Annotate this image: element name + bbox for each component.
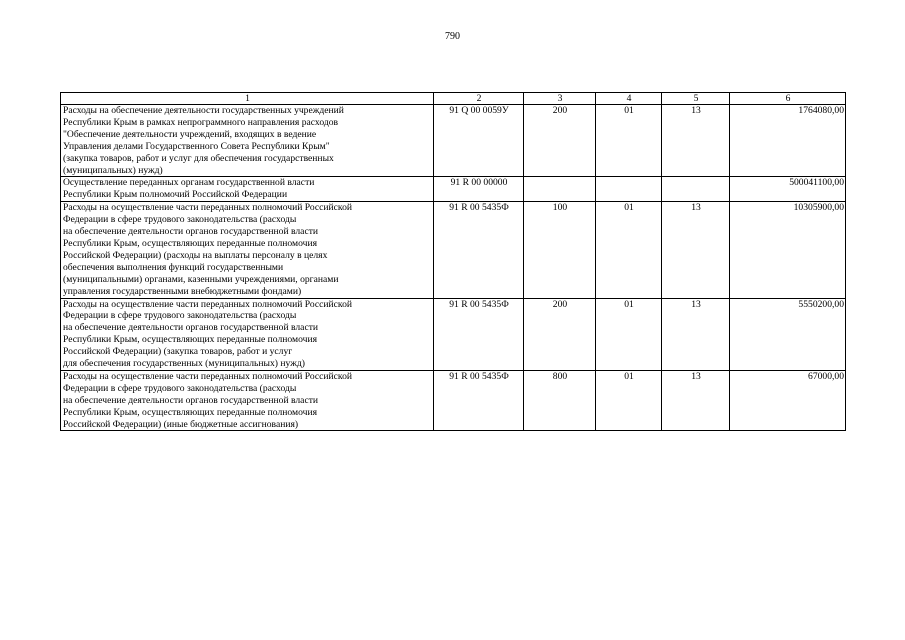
amount-cell: 5550200,00 xyxy=(730,298,846,370)
table-row xyxy=(61,177,846,202)
subsection-cell xyxy=(662,177,730,202)
expense-name-line: "Обеспечение деятельности учреждений, входящих в ведение xyxy=(63,128,317,140)
table-row xyxy=(61,202,846,298)
section-cell: 01 xyxy=(596,298,662,370)
expense-name-line: Осуществление переданных органам государственной власти xyxy=(63,177,315,189)
section-cell xyxy=(596,177,662,202)
expense-name-line: Расходы на обеспечение деятельности государственных учреждений xyxy=(63,105,344,116)
expense-name-line: для обеспечения государственных (муниципальных) нужд) xyxy=(63,358,305,370)
expense-name-cell xyxy=(61,177,434,202)
expense-name-line: Расходы на осуществление части переданных полномочий Российской xyxy=(63,298,353,310)
subsection-cell: 13 xyxy=(662,298,730,370)
expense-name-line: Российской Федерации) (иные бюджетные ассигнования) xyxy=(63,418,299,430)
expense-name-line: (закупка товаров, работ и услуг для обеспечения государственных xyxy=(63,152,334,164)
amount-cell: 500041100,00 xyxy=(730,177,846,202)
expense-type-cell: 100 xyxy=(524,202,596,298)
table-body xyxy=(61,105,846,431)
expense-name-line: на обеспечение деятельности органов государственной власти xyxy=(63,226,319,238)
target-code-cell: 91 R 00 5435Ф xyxy=(434,202,524,298)
header-col-2: 2 xyxy=(434,93,524,105)
expense-name-line: Федерации в сфере трудового законодательства (расходы xyxy=(63,214,297,226)
expense-name-line: на обеспечение деятельности органов государственной власти xyxy=(63,394,319,406)
table-row xyxy=(61,105,846,177)
expense-name-line: управления государственными внебюджетными фондами) xyxy=(63,285,302,297)
header-col-6: 6 xyxy=(730,93,846,105)
expense-name-line: Республики Крым, осуществляющих переданные полномочия xyxy=(63,237,317,249)
target-code-cell: 91 R 00 00000 xyxy=(434,177,524,202)
target-code-cell: 91 R 00 5435Ф xyxy=(434,298,524,370)
expense-name-line: Расходы на осуществление части переданных полномочий Российской xyxy=(63,202,353,214)
expense-name-line: (муниципальных) нужд) xyxy=(63,164,163,176)
header-col-3: 3 xyxy=(524,93,596,105)
table-header xyxy=(61,93,846,105)
subsection-cell: 13 xyxy=(662,105,730,177)
expense-name-line: Республики Крым полномочий Российской Федерации xyxy=(63,189,288,201)
expense-type-cell: 800 xyxy=(524,370,596,431)
subsection-cell: 13 xyxy=(662,370,730,431)
page-number: 790 xyxy=(445,31,460,42)
expense-name-line: Республики Крым в рамках непрограммного направления расходов xyxy=(63,116,339,128)
expense-name-line: обеспечения выполнения функций государственными xyxy=(63,261,284,273)
section-cell: 01 xyxy=(596,370,662,431)
expense-name-cell xyxy=(61,105,434,177)
header-col-5: 5 xyxy=(662,93,730,105)
expense-name-line: Российской Федерации) (закупка товаров, работ и услуг xyxy=(63,346,293,358)
expense-name-line: Российской Федерации) (расходы на выплаты персоналу в целях xyxy=(63,249,328,261)
expense-name-line: Управления делами Государственного Совета Республики Крым" xyxy=(63,140,330,152)
budget-table xyxy=(60,92,846,431)
amount-cell: 67000,00 xyxy=(730,370,846,431)
expense-name-line: (муниципальными) органами, казенными учреждениями, органами xyxy=(63,273,339,285)
expense-type-cell: 200 xyxy=(524,105,596,177)
expense-type-cell xyxy=(524,177,596,202)
header-row xyxy=(61,93,846,105)
expense-name-line: Федерации в сфере трудового законодательства (расходы xyxy=(63,310,297,322)
expense-name-cell xyxy=(61,370,434,431)
subsection-cell: 13 xyxy=(662,202,730,298)
table-row xyxy=(61,370,846,431)
expense-name-line: Республики Крым, осуществляющих переданные полномочия xyxy=(63,334,317,346)
target-code-cell: 91 R 00 5435Ф xyxy=(434,370,524,431)
header-col-1: 1 xyxy=(61,93,434,105)
expense-name-cell xyxy=(61,298,434,370)
expense-name-line: Расходы на осуществление части переданных полномочий Российской xyxy=(63,370,353,382)
amount-cell: 10305900,00 xyxy=(730,202,846,298)
target-code-cell: 91 Q 00 0059У xyxy=(434,105,524,177)
header-col-4: 4 xyxy=(596,93,662,105)
amount-cell: 1764080,00 xyxy=(730,105,846,177)
table-row xyxy=(61,298,846,370)
expense-name-cell xyxy=(61,202,434,298)
expense-name-line: Республики Крым, осуществляющих переданные полномочия xyxy=(63,406,317,418)
section-cell: 01 xyxy=(596,105,662,177)
expense-name-line: Федерации в сфере трудового законодательства (расходы xyxy=(63,382,297,394)
section-cell: 01 xyxy=(596,202,662,298)
expense-name-line: на обеспечение деятельности органов государственной власти xyxy=(63,322,319,334)
expense-type-cell: 200 xyxy=(524,298,596,370)
